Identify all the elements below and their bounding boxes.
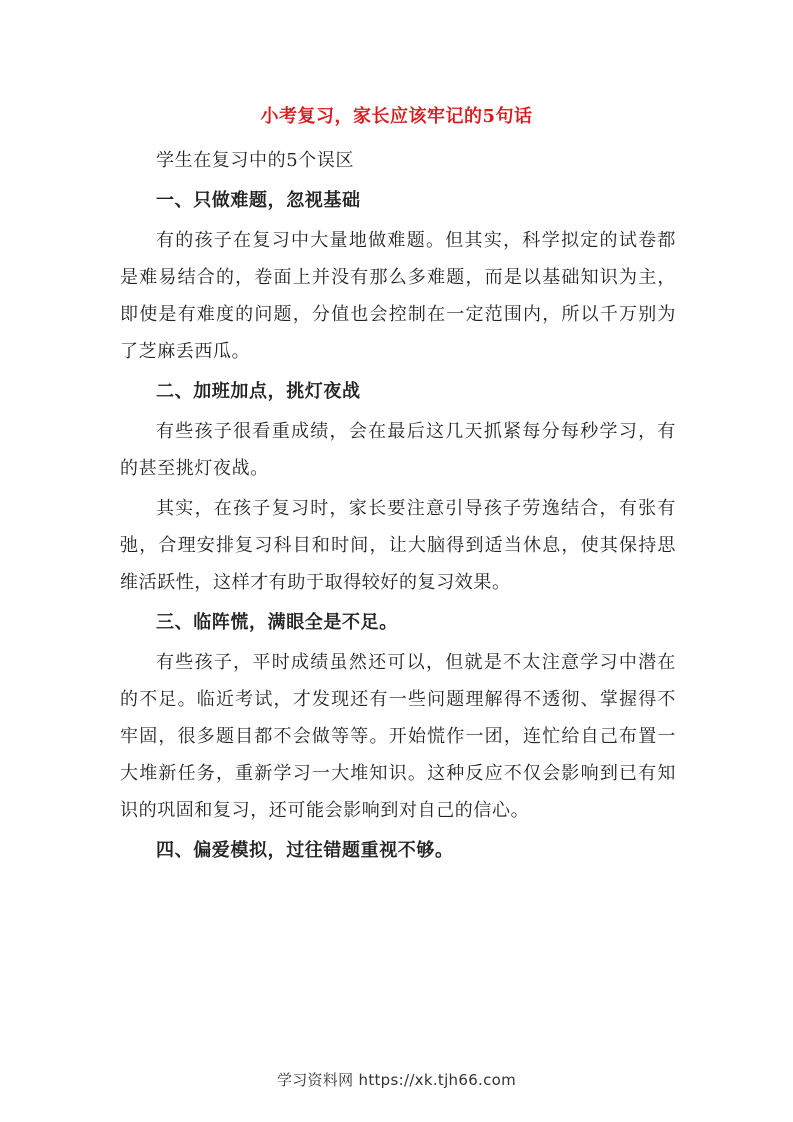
section-3-paragraph-1: 有些孩子，平时成绩虽然还可以，但就是不太注意学习中潜在的不足。临近考试，才发现还有一些问题理解得不透彻、掌握得不牢固，很多题目都不会做等等。开始慌作一团，连忙给自己布置一大堆新任务，重新学习一大堆知识。这种反应不仅会影响到已有知识的巩固和复习，还可能会影响到对自己的信心。 [120,652,676,821]
section-heading-3: 三、临阵慌，满眼全是不足。 [156,612,398,633]
document-body [120,142,676,869]
section-2-paragraph-2: 其实，在孩子复习时，家长要注意引导孩子劳逸结合，有张有弛，合理安排复习科目和时间，让大脑得到适当休息，使其保持思维活跃性，这样才有助于取得较好的复习效果。 [120,498,676,593]
intro-line: 学生在复习中的5个误区 [156,150,355,171]
section-heading-1: 一、只做难题，忽视基础 [156,190,361,211]
document-title: 小考复习，家长应该牢记的5句话 [260,106,533,127]
section-heading-4: 四、偏爱模拟，过往错题重视不够。 [156,840,454,861]
footer-watermark: 学习资料网 https://xk.tjh66.com [276,1071,517,1089]
section-heading-2: 二、加班加点，挑灯夜战 [156,381,361,402]
section-1-paragraph-1: 有的孩子在复习中大量地做难题。但其实，科学拟定的试卷都是难易结合的，卷面上并没有那么多难题，而是以基础知识为主，即使是有难度的问题，分值也会控制在一定范围内，所以千万别为了芝麻丢西瓜。 [120,230,676,362]
section-2-paragraph-1: 有些孩子很看重成绩，会在最后这几天抓紧每分每秒学习，有的甚至挑灯夜战。 [120,421,676,479]
